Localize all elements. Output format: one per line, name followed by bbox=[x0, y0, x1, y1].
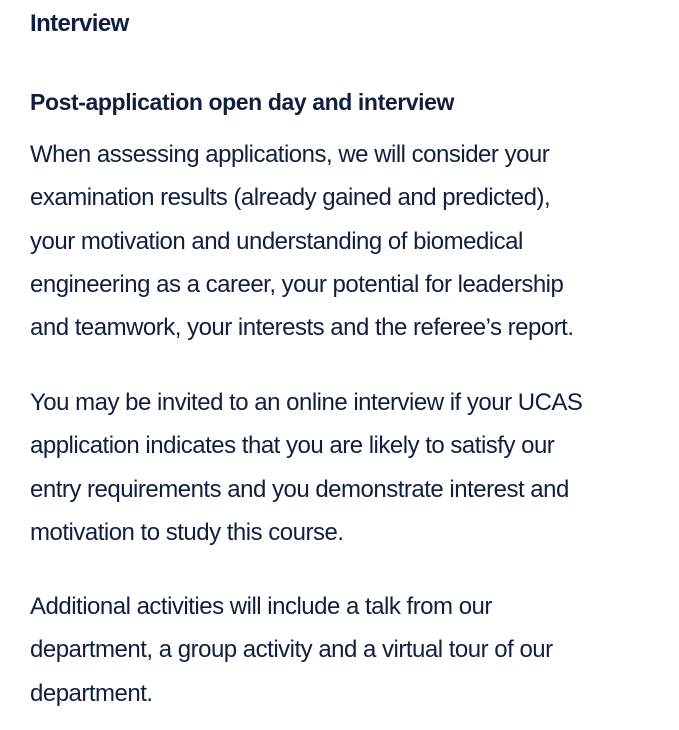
paragraph-line: your motivation and understanding of biomedical bbox=[30, 227, 523, 255]
paragraph-online-interview bbox=[30, 381, 650, 554]
subsection-title: Post-application open day and interview bbox=[30, 89, 455, 115]
paragraph-line: application indicates that you are likely to satisfy our bbox=[30, 432, 555, 460]
paragraph-line: entry requirements and you demonstrate interest and bbox=[30, 475, 569, 503]
paragraph-additional-activities bbox=[30, 585, 650, 715]
paragraph-line: examination results (already gained and predicted), bbox=[30, 184, 551, 212]
paragraph-line: When assessing applications, we will consider your bbox=[30, 141, 550, 168]
paragraph-line: engineering as a career, your potential for leadership bbox=[30, 270, 564, 298]
paragraph-line: You may be invited to an online interview if your UCAS bbox=[30, 389, 583, 416]
paragraph-line: department, a group activity and a virtual tour of our bbox=[30, 636, 553, 664]
paragraph-line: and teamwork, your interests and the referee’s report. bbox=[30, 314, 574, 342]
section-title: Interview bbox=[30, 10, 129, 37]
paragraph-assessment-criteria bbox=[30, 133, 650, 349]
paragraph-line: department. bbox=[30, 679, 153, 707]
paragraph-line: Additional activities will include a talk from our bbox=[30, 593, 492, 620]
paragraph-line: motivation to study this course. bbox=[30, 518, 344, 546]
